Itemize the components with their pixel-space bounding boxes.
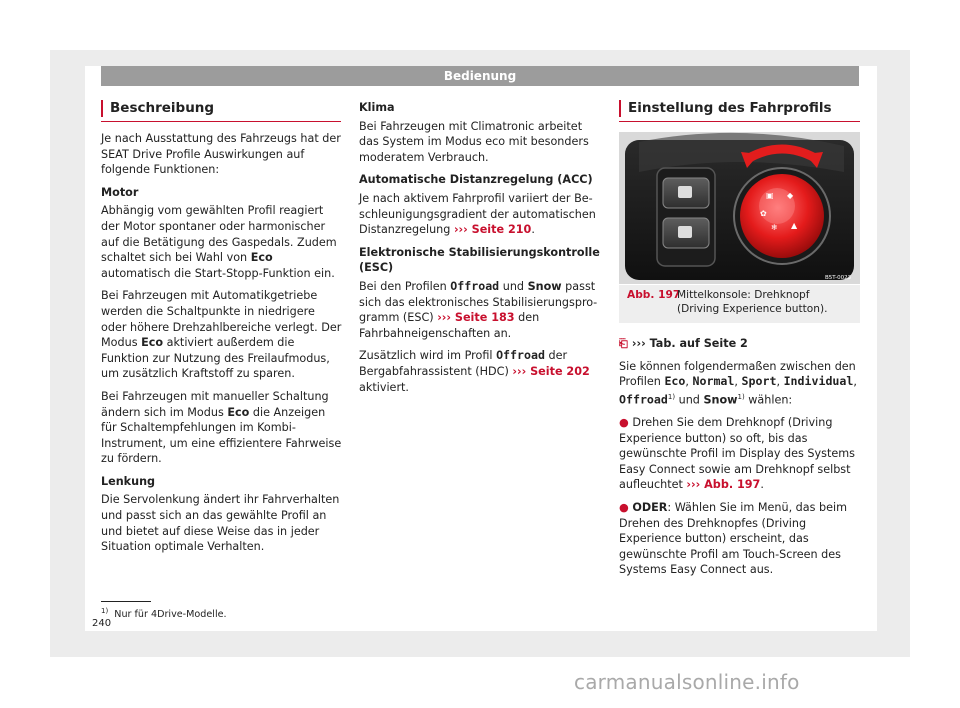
esc-paragraph-2: Zusätzlich wird im Profil Offroad der Bergabfahrassistent (HDC) ››› Seite 202 aktiviert. [359, 348, 590, 394]
center-console-figure [619, 132, 860, 284]
acc-paragraph: Je nach aktivem Fahrprofil variiert der Beschleunigungsgradient der automatischen Distanzregelung ››› Seite 210. [359, 191, 596, 237]
figure-code: B5T-0023 [825, 275, 852, 281]
klima-paragraph: Bei Fahrzeugen mit Climatronic arbeitet das System im Modus eco mit besonders moderatem Verbrauch. [359, 119, 589, 164]
profiles-paragraph: Sie können folgendermaßen zwischen den Profilen Eco, Normal, Sport, Individual, Offroad$^{1)}$ und Snow$^{1)}$ wählen: [619, 359, 857, 407]
lenkung-paragraph: Die Servolenkung ändert ihr Fahrverhalten und passt sich an das gewählte Profil an und bietet auf diese Weise das in jeder Situation optimale Verhalten. [101, 493, 340, 554]
motor-heading: Motor [101, 185, 139, 199]
svg-text:❄: ❄ [771, 223, 778, 232]
page-number: 240 [92, 618, 112, 629]
acc-heading: Automatische Distanzregelung (ACC) [359, 173, 593, 187]
esc-page-link-2[interactable]: ››› Seite 202 [512, 364, 590, 378]
figure-link[interactable]: ››› Abb. 197 [686, 478, 761, 492]
svg-text:▣: ▣ [766, 191, 774, 200]
svg-text:◆: ◆ [787, 191, 794, 200]
figure-caption [619, 285, 860, 323]
esc-heading: Elektronische Stabilisierungskontrolle (ESC) [359, 245, 600, 275]
section-underline [619, 121, 860, 122]
right-column [619, 336, 862, 585]
motor-paragraph-1: Abhängig vom gewählten Profil reagiert der Motor spontaner oder harmonischer auf die Betätigung des Gaspedals. Zudem schaltet sich bei Wahl von Eco automatisch die Start-Stopp-Funktion ein. [101, 204, 337, 280]
klima-heading: Klima [359, 101, 395, 114]
esc-paragraph-1: Bei den Profilen Offroad und Snow passt sich das elektronisches Stabilisierungsprogramm (ESC) ››› Seite 183 den Fahrbahneigenschaften an. [359, 278, 598, 340]
table-link[interactable]: ››› Tab. auf Seite 2 [631, 337, 748, 350]
watermark: carmanualsonline.info [574, 670, 800, 694]
motor-paragraph-3: Bei Fahrzeugen mit manueller Schaltung ändern sich im Modus Eco die Anzeigen für Schaltempfehlungen im Kombi-Instrument, um eine effizientere Fahrweise zu fördern. [101, 389, 342, 466]
intro-paragraph: Je nach Ausstattung des Fahrzeugs hat der SEAT Drive Profile Auswirkungen auf folgende Funktionen: [101, 132, 341, 177]
middle-column [359, 100, 602, 402]
acc-page-link[interactable]: ››› Seite 210 [453, 223, 532, 237]
footnote-separator [101, 601, 151, 602]
esc-page-link-1[interactable]: ››› Seite 183 [437, 311, 515, 325]
bullet-item-1: ● Drehen Sie dem Drehknopf (Driving Experience button) so oft, bis das gewünschte Profil im Display des Systems Easy Connect sowie am Drehknopf selbst aufleuchtet ››› Abb. 197. [619, 416, 855, 492]
table-reference [619, 336, 862, 352]
parking-brake-icon [678, 186, 692, 198]
bullet-icon: ● [619, 416, 629, 430]
left-column [101, 131, 343, 562]
svg-text:▲: ▲ [791, 221, 798, 230]
bullet-icon: ● [619, 501, 629, 515]
figure-caption-text: Mittelkonsole: Drehknopf (Driving Experience button). [677, 289, 828, 315]
auto-hold-icon [678, 226, 692, 238]
lenkung-heading: Lenkung [101, 474, 156, 488]
section-title-fahrprofil: Einstellung des Fahrprofils [619, 100, 832, 117]
footnote: $^{1)}$ Nur für 4Drive-Modelle. [101, 607, 227, 621]
section-title-beschreibung: Beschreibung [101, 100, 214, 117]
running-header: Bedienung [101, 66, 859, 86]
info-book-icon: ⎗ [619, 337, 628, 350]
svg-text:✿: ✿ [760, 209, 767, 218]
bullet-item-2: ● ODER: Wählen Sie im Menü, das beim Drehen des Drehknopfes (Driving Experience button) erscheint, das gewünschte Profil am Touch-Screen des Systems Easy Connect aus. [619, 501, 848, 577]
figure-number: Abb. 197 [627, 289, 681, 301]
motor-paragraph-2: Bei Fahrzeugen mit Automatikgetriebe werden die Schaltpunkte in niedrigere oder höhere Drehzahlbereiche verlegt. Der Modus Eco aktiviert außerdem die Funktion zur Nutzung des Freilaufmodus, um zusätzlich Kraftstoff zu sparen. [101, 289, 342, 381]
section-underline [101, 121, 341, 122]
